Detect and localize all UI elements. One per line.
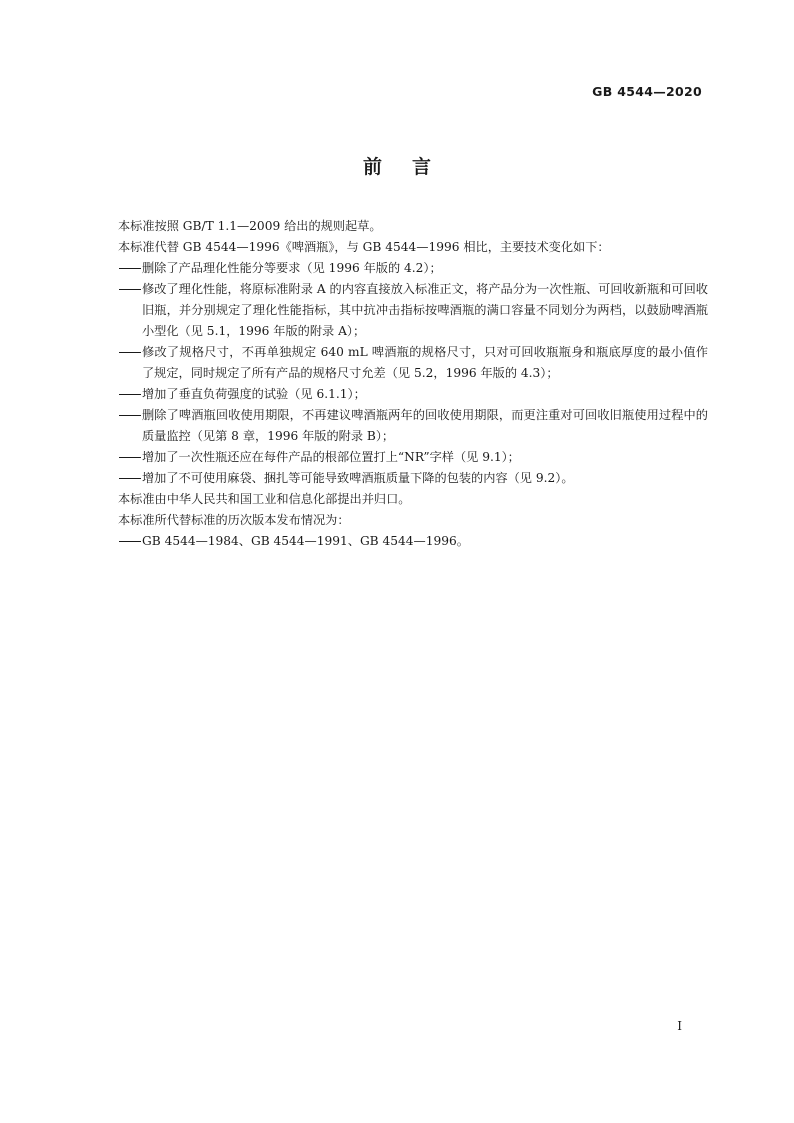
change-item-text: 修改了理化性能，将原标准附录 A 的内容直接放入标准正文，将产品分为一次性瓶、可回收新瓶和可回收旧瓶，并分别规定了理化性能指标，其中抗冲击指标按啤酒瓶的满口容量不同划分为两档，以鼓励啤酒瓶小型化（见 5.1，1996 年版的附录 A）；	[142, 282, 708, 338]
change-item-text: 删除了产品理化性能分等要求（见 1996 年版的 4.2）；	[142, 261, 442, 275]
page-title: 前言	[362, 156, 461, 178]
page-number: I	[677, 1019, 682, 1033]
em-dash-marker	[118, 405, 142, 426]
change-item	[118, 384, 708, 405]
change-item-text: 增加了不可使用麻袋、捆扎等可能导致啤酒瓶质量下降的包装的内容（见 9.2）。	[142, 471, 574, 485]
change-item	[118, 258, 708, 279]
change-item	[118, 342, 708, 384]
change-item	[118, 447, 708, 468]
em-dash-marker	[118, 384, 142, 405]
change-item	[118, 405, 708, 447]
change-item	[118, 468, 708, 489]
document-body	[118, 216, 708, 552]
em-dash-marker	[118, 447, 142, 468]
em-dash-marker	[118, 279, 142, 300]
history-item	[118, 531, 708, 552]
paragraph-history-intro: 本标准所代替标准的历次版本发布情况为：	[118, 513, 350, 527]
paragraph-replacement: 本标准代替 GB 4544—1996《啤酒瓶》，与 GB 4544—1996 相比，主要技术变化如下：	[118, 240, 610, 254]
paragraph-drafting-rules: 本标准按照 GB/T 1.1—2009 给出的规则起草。	[118, 219, 382, 233]
standard-number: GB 4544—2020	[592, 84, 702, 99]
em-dash-marker	[118, 258, 142, 279]
change-item-text: 修改了规格尺寸，不再单独规定 640 mL 啤酒瓶的规格尺寸，只对可回收瓶瓶身和瓶底厚度的最小值作了规定，同时规定了所有产品的规格尺寸允差（见 5.2，1996 年版的 4.3）；	[142, 345, 708, 380]
paragraph-proposer: 本标准由中华人民共和国工业和信息化部提出并归口。	[118, 492, 411, 506]
em-dash-marker	[118, 342, 142, 363]
change-item-text: 增加了垂直负荷强度的试验（见 6.1.1）；	[142, 387, 366, 401]
change-item-text: 删除了啤酒瓶回收使用期限，不再建议啤酒瓶两年的回收使用期限，而更注重对可回收旧瓶使用过程中的质量监控（见第 8 章，1996 年版的附录 B）；	[142, 408, 708, 443]
history-item-text: GB 4544—1984、GB 4544—1991、GB 4544—1996。	[142, 534, 469, 548]
change-item	[118, 279, 708, 342]
em-dash-marker	[118, 468, 142, 489]
change-item-text: 增加了一次性瓶还应在每件产品的根部位置打上“NR”字样（见 9.1）；	[142, 450, 520, 464]
em-dash-marker	[118, 531, 142, 552]
